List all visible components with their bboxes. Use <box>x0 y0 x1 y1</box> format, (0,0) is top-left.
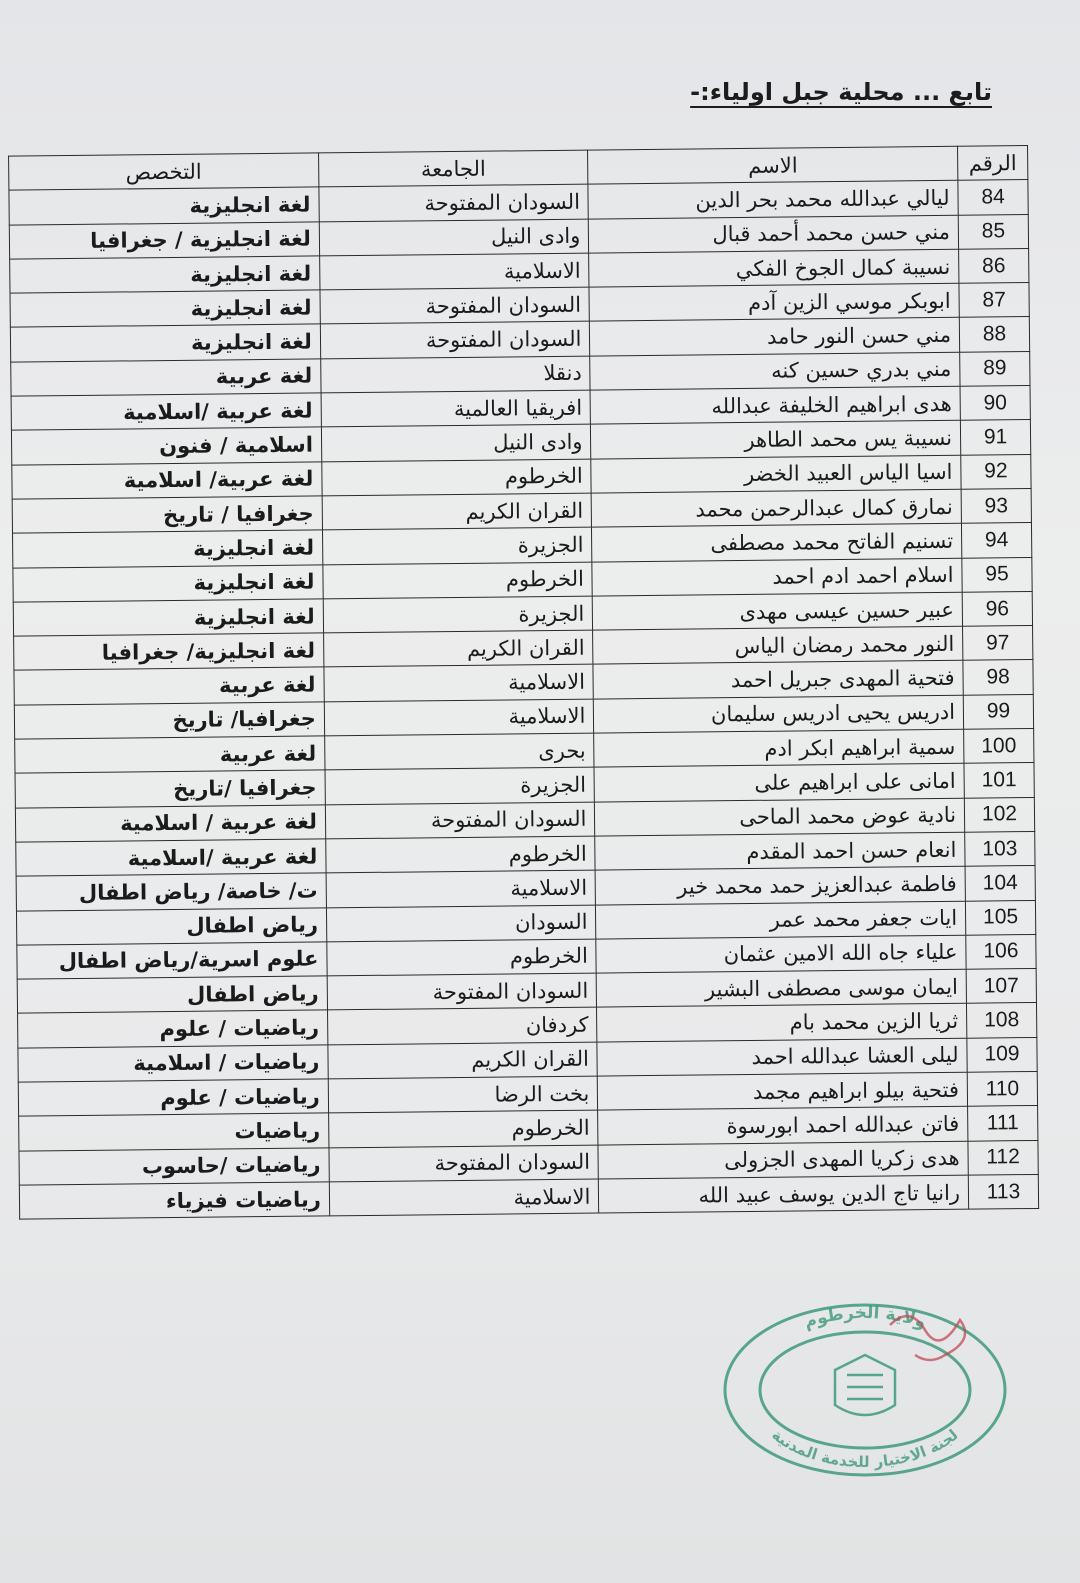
row-university: السودان المفتوحة <box>327 973 597 1010</box>
row-university: الخرطوم <box>322 459 592 496</box>
row-name: ايمان موسى مصطفى البشير <box>597 969 967 1007</box>
row-number: 84 <box>958 180 1028 215</box>
stamp-emblem-icon <box>835 1355 895 1415</box>
row-name: هدى زكريا المهدى الجزولى <box>598 1141 968 1179</box>
row-university: الخرطوم <box>327 939 597 976</box>
row-number: 102 <box>964 797 1034 832</box>
row-number: 107 <box>966 969 1036 1004</box>
official-stamp <box>715 1295 1015 1485</box>
row-university: السودان المفتوحة <box>319 184 589 221</box>
row-number: 94 <box>961 523 1031 558</box>
row-specialization: رياضيات / اسلامية <box>18 1045 328 1083</box>
row-name: ابوبكر موسي الزين آدم <box>589 283 959 321</box>
row-name: نسيبة يس محمد الطاهر <box>591 421 961 459</box>
stamp-bottom-text: لجنة الاختيار للخدمة المدنية <box>768 1425 962 1472</box>
row-number: 103 <box>965 831 1035 866</box>
row-name: امانى على ابراهيم على <box>594 764 964 802</box>
row-name: فتحية بيلو ابراهيم مجمد <box>598 1072 968 1110</box>
header-specialization: التخصص <box>9 153 319 191</box>
row-number: 109 <box>967 1037 1037 1072</box>
row-university: القران الكريم <box>322 493 592 530</box>
row-number: 95 <box>962 557 1032 592</box>
row-specialization: رياضيات فيزياء <box>19 1182 329 1220</box>
row-specialization: لغة عربية/ اسلامية <box>12 462 322 500</box>
row-specialization: علوم اسرية/رياض اطفال <box>17 942 327 980</box>
row-name: ليلى العشا عبدالله احمد <box>597 1038 967 1076</box>
row-number: 113 <box>968 1174 1038 1209</box>
row-name: تسنيم الفاتح محمد مصطفى <box>592 523 962 561</box>
row-specialization: رياضيات / علوم <box>18 1010 328 1048</box>
row-specialization: جغرافيا /تاريخ <box>15 770 325 808</box>
row-name: فتحية المهدى جبريل احمد <box>593 661 963 699</box>
row-name: مني حسن محمد أحمد قبال <box>589 215 959 253</box>
row-name: ايات جعفر محمد عمر <box>596 901 966 939</box>
row-number: 86 <box>959 248 1029 283</box>
row-number: 110 <box>967 1071 1037 1106</box>
row-specialization: لغة عربية <box>14 667 324 705</box>
row-name: فاطمة عبدالعزيز حمد محمد خير <box>595 866 965 904</box>
row-name: علياء جاه الله الامين عثمان <box>596 935 966 973</box>
row-number: 101 <box>964 763 1034 798</box>
row-university: الخرطوم <box>326 836 596 873</box>
row-name: انعام حسن احمد المقدم <box>595 832 965 870</box>
row-name: اسلام احمد ادم احمد <box>592 558 962 596</box>
row-university: السودان المفتوحة <box>329 1145 599 1182</box>
row-number: 112 <box>968 1140 1038 1175</box>
row-name: مني بدري حسين كنه <box>590 352 960 390</box>
row-number: 105 <box>965 900 1035 935</box>
row-specialization: جغرافيا / تاريخ <box>12 496 322 534</box>
row-university: السودان <box>326 905 596 942</box>
row-number: 85 <box>958 214 1028 249</box>
row-university: القران الكريم <box>328 1042 598 1079</box>
row-number: 87 <box>959 283 1029 318</box>
row-name: النور محمد رمضان الياس <box>593 626 963 664</box>
row-university: السودان المفتوحة <box>320 287 590 324</box>
row-number: 89 <box>960 351 1030 386</box>
row-number: 97 <box>963 626 1033 661</box>
row-university: الجزيرة <box>325 767 595 804</box>
row-specialization: لغة انجليزية <box>13 564 323 602</box>
row-university: القران الكريم <box>323 630 593 667</box>
row-university: الاسلامية <box>326 870 596 907</box>
row-specialization: لغة انجليزية <box>13 530 323 568</box>
row-university: الجزيرة <box>323 596 593 633</box>
row-name: ثريا الزين محمد بام <box>597 1004 967 1042</box>
row-name: رانيا تاج الدين يوسف عبيد الله <box>599 1175 969 1213</box>
row-specialization: لغة انجليزية / جغرافيا <box>9 222 319 260</box>
row-university: السودان المفتوحة <box>325 802 595 839</box>
row-name: نسيبة كمال الجوخ الفكي <box>589 249 959 287</box>
row-university: الخرطوم <box>323 562 593 599</box>
svg-text:ولاية الخرطوم <box>801 1303 928 1333</box>
row-specialization: لغة انجليزية/ جغرافيا <box>14 633 324 671</box>
row-university: دنقلا <box>321 356 591 393</box>
row-university: الاسلامية <box>324 699 594 736</box>
row-specialization: لغة عربية / اسلامية <box>15 805 325 843</box>
row-university: الخرطوم <box>328 1110 598 1147</box>
row-name: نادية عوض محمد الماحى <box>595 798 965 836</box>
row-specialization: لغة انجليزية <box>13 599 323 637</box>
row-specialization: لغة عربية <box>15 736 325 774</box>
row-specialization: رياضيات /حاسوب <box>19 1147 329 1185</box>
row-specialization: لغة انجليزية <box>10 256 320 294</box>
row-specialization: رياضيات / علوم <box>18 1079 328 1117</box>
row-specialization: جغرافيا/ تاريخ <box>14 702 324 740</box>
page-heading: تابع ... محلية جبل اولياء:- <box>690 78 992 106</box>
row-number: 88 <box>959 317 1029 352</box>
row-university: الجزيرة <box>322 527 592 564</box>
row-name: ليالي عبدالله محمد بحر الدين <box>588 181 958 219</box>
header-name: الاسم <box>588 146 958 184</box>
header-number: الرقم <box>958 146 1028 181</box>
row-specialization: لغة عربية /اسلامية <box>11 393 321 431</box>
row-university: بحرى <box>325 733 595 770</box>
row-number: 100 <box>964 729 1034 764</box>
row-university: وادى النيل <box>319 219 589 256</box>
row-name: ادريس يحيى ادريس سليمان <box>594 695 964 733</box>
row-number: 96 <box>962 591 1032 626</box>
row-number: 104 <box>965 866 1035 901</box>
row-specialization: ت/ خاصة/ رياض اطفال <box>16 873 326 911</box>
row-number: 90 <box>960 386 1030 421</box>
row-university: كردفان <box>327 1007 597 1044</box>
row-number: 92 <box>961 454 1031 489</box>
row-specialization: لغة انجليزية <box>10 324 320 362</box>
row-specialization: لغة انجليزية <box>9 187 319 225</box>
row-name: نمارق كمال عبدالرحمن محمد <box>592 489 962 527</box>
row-university: الاسلامية <box>329 1179 599 1216</box>
row-specialization: لغة عربية <box>11 359 321 397</box>
candidates-table <box>8 145 1039 1220</box>
table-body <box>9 180 1039 1220</box>
header-university: الجامعة <box>318 150 588 187</box>
row-number: 91 <box>960 420 1030 455</box>
row-specialization: لغة انجليزية <box>10 290 320 328</box>
row-name: هدى ابراهيم الخليفة عبدالله <box>590 386 960 424</box>
row-university: السودان المفتوحة <box>320 322 590 359</box>
row-specialization: رياض اطفال <box>17 976 327 1014</box>
row-name: اسيا الياس العبيد الخضر <box>591 455 961 493</box>
row-name: عبير حسين عيسى مهدى <box>593 592 963 630</box>
row-number: 111 <box>968 1106 1038 1141</box>
row-number: 99 <box>963 694 1033 729</box>
row-number: 93 <box>961 488 1031 523</box>
row-name: مني حسن النور حامد <box>590 318 960 356</box>
row-number: 98 <box>963 660 1033 695</box>
row-specialization: رياض اطفال <box>16 907 326 945</box>
row-university: افريقيا العالمية <box>321 390 591 427</box>
row-university: وادى النيل <box>321 424 591 461</box>
row-name: سمية ابراهيم ابكر ادم <box>594 729 964 767</box>
row-university: الاسلامية <box>324 665 594 702</box>
row-university: بخت الرضا <box>328 1076 598 1113</box>
row-number: 106 <box>966 934 1036 969</box>
stamp-top-text: ولاية الخرطوم <box>801 1302 929 1333</box>
row-specialization: رياضيات <box>19 1113 329 1151</box>
row-university: الاسلامية <box>319 253 589 290</box>
row-specialization: لغة عربية /اسلامية <box>16 839 326 877</box>
row-number: 108 <box>967 1003 1037 1038</box>
row-name: فاتن عبدالله احمد ابورسوة <box>598 1106 968 1144</box>
row-specialization: اسلامية / فنون <box>11 427 321 465</box>
